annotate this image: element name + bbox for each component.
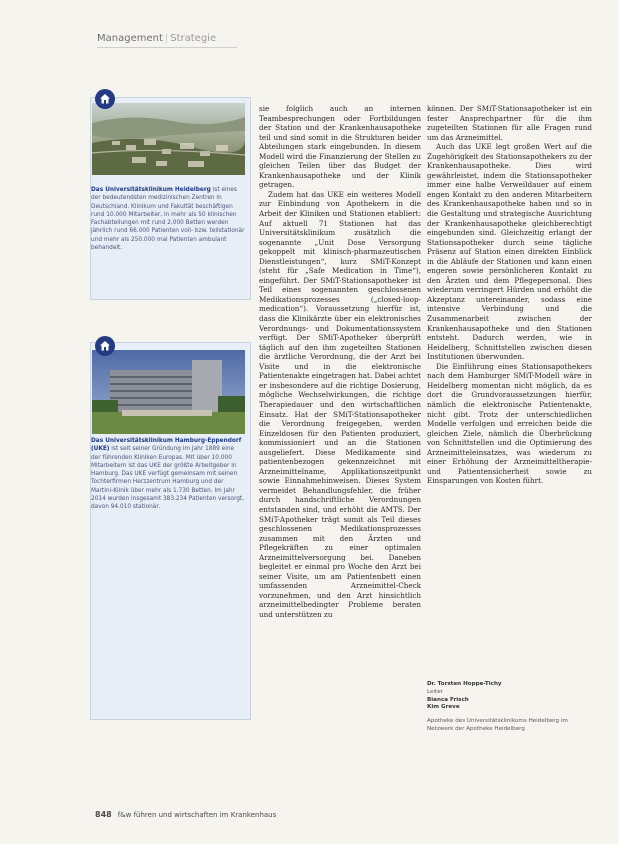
paragraph: können. Der SMiT-Stationsapotheker ist ein fester Ansprechpartner für die ihm zugeteilten Stationen für alle Fragen rund um das Arzneimittel. [427, 104, 592, 142]
section-title: Management [97, 33, 163, 44]
caption-heidelberg-text: ist eines der bedeutendsten medizinischen Zentren in Deutschland. Klinikum und Fakultät beschäftigen rund 10.000 Mitarbeiter, in mehr als 50 klinischen Fachabteilungen mit rund 2.000 Betten werden jährlich rund 66.000 Patienten voll- bzw. teilstationär und mehr als 250.000 mal Patienten ambulant behandelt. [91, 187, 245, 252]
author-role: Leiter [427, 688, 443, 695]
caption-hamburg-text: ist seit seiner Gründung im Jahr 1889 eine der führenden Kliniken Europas. Mit über 10.000 Mitarbeitern ist das UKE der größte Arbeitgeber in Hamburg. Das UKE verfügt gemeinsam mit seinen Tochterfirmen Herzzentrum Hamburg und der Martini-Klinik über mehr als 1.730 Betten. Im Jahr 2014 wurden insgesamt 383.234 Patienten versorgt, davon 94.010 stationär. [91, 446, 245, 511]
header-separator: | [164, 33, 169, 44]
author-name: Kim Greve [427, 704, 460, 711]
paragraph: Die Einführung eines Stationsapothekers nach dem Hamburger SMiT-Modell wäre in Heidelberg momentan nicht möglich, da es dort die Grundvoraussetzungen hierfür, nämlich die elektronische Patientenakte, nicht gibt. Trotz der unterschiedlichen Modelle verfolgen und erreichen beide die gleichen Ziele, nämlich die Überbrückung von Schnittstellen und die Optimierung des Arzneimitteleinsatzes, was wiederum zu einer Erhöhung der Arzneimitteltherapie- und Patientensicherheit sowie zu Einsparungen von Kosten führt. [427, 361, 592, 486]
journal-name: f&w führen und wirtschaften im Krankenhaus [117, 811, 277, 819]
header-rule [97, 47, 237, 48]
author-affiliation: Apotheke des Universitätsklinikums Heidelberg im Netzwerk der Apotheke Heidelberg [427, 718, 568, 732]
home-icon [95, 89, 115, 109]
paragraph: sie folglich auch an internen Teambesprechungen oder Fortbildungen der Station und der Krankenhausapotheke teil und sind somit in die Strukturen beider Abteilungen stark eingebunden. In diesem Modell wird die Finanzierung der Stellen zu gleichen Teilen über das Budget der Krankenhausapotheke und der Klinik getragen. [259, 104, 421, 190]
body-column-2 [427, 104, 592, 486]
aerial-photo-heidelberg [92, 103, 245, 175]
caption-hamburg-name: Das Universitätsklinikum Hamburg-Eppendorf (UKE) [91, 438, 242, 453]
page-footer [95, 810, 276, 819]
body-column-1 [259, 104, 421, 620]
building-photo-uke [92, 350, 245, 434]
paragraph: Auch das UKE legt großen Wert auf die Zugehörigkeit des Stationsapothekers zu der Krankenhausapotheke. Dies wird gewährleistet, indem die Stationsapotheker immer eine halbe Verweildauer auf einem engen Kontakt zu den anderen Mitarbeitern des Krankenhausapotheke haben und so in die Gestaltung und strategische Ausrichtung der Krankenhausapotheke gleichberechtigt eingebunden sind. Gleichzeitig erlangt der Stationsapotheker durch seine tägliche Präsenz auf Station einen direkten Einblick in die Abläufe der Stationen und kann einen engeren sowie persönlicheren Kontakt zu den Ärzten und dem Pflegepersonal. Dies wiederum verringert Hürden und erhöht die Akzeptanz untereinander, sodass eine intensive Verbindung und die Zusammenarbeit zwischen der Krankenhausapotheke und den Stationen entsteht. Dadurch werden, wie in Heidelberg, Schnittstellen zwischen diesen Institutionen überwunden. [427, 142, 592, 362]
caption-heidelberg [91, 186, 245, 252]
author-name: Bianca Frisch [427, 696, 469, 703]
page-number: 848 [95, 810, 112, 819]
caption-heidelberg-name: Das Universitätsklinikum Heidelberg [91, 187, 211, 193]
section-subtitle: Strategie [170, 33, 217, 44]
home-icon [95, 336, 115, 356]
caption-hamburg [91, 437, 245, 512]
author-name: Dr. Torsten Hoppe-Tichy [427, 681, 502, 687]
paragraph: Zudem hat das UKE ein weiteres Modell zur Einbindung von Apothekern in die Arbeit der Kliniken und Stationen etabliert: Auf aktuell 71 Stationen hat das Universitätsklinikum zusätzlich die sogenannte „Unit Dose Versorgung gekoppelt mit klinisch-pharmazeutischen Dienstleistungen“, kurz SMiT-Konzept (steht für „Safe Medication in Time“), eingeführt. Der SMiT-Stationsapotheker ist Teil eines sogenannten geschlossenen Medikationsprozesses („closed-loop-medication“). Voraussetzung hierfür ist, dass die Klinikärzte über ein elektronisches Verordnungs- und Dokumentationssystem verfügt. Der SMiT-Apotheker überprüft täglich auf den ihm zugeteilten Stationen die ärztliche Verordnung, die der Arzt bei Visite und in die elektronische Patientenakte eingetragen hat. Dabei achtet er insbesondere auf die richtige Dosierung, mögliche Wechselwirkungen, die richtige Therapiedauer und den wirtschaftlichen Einsatz. Hat der SMiT-Stationsapotheker die Verordnung freigegeben, werden Einzeldosen für den Patienten produziert, kommissioniert und an die Stationen ausgeliefert. Diese Medikamente sind patientenbezogen gekennzeichnet mit Arzneimittelname, Applikationszeitpunkt sowie Einnahmehinweisen. Dieses System vermeidet Behandlungsfehler, die früher durch handschriftliche Verordnungen entstanden sind, und erhöht die AMTS. Der SMiT-Apotheker trägt somit als Teil dieses geschlossenen Medikationsprozesses zusammen mit den Ärzten und Pflegekräften zu einer optimalen Arzneimittelversorgung bei. Daneben begleitet er einmal pro Woche den Arzt bei seiner Visite, um am Patientenbett einen umfassenden Arzneimittel-Check vorzunehmen, und den Arzt hinsichtlich arzneimittelbedingter Probleme beraten und unterstützen zu [259, 189, 421, 619]
section-header [97, 33, 216, 44]
author-block [427, 681, 592, 734]
